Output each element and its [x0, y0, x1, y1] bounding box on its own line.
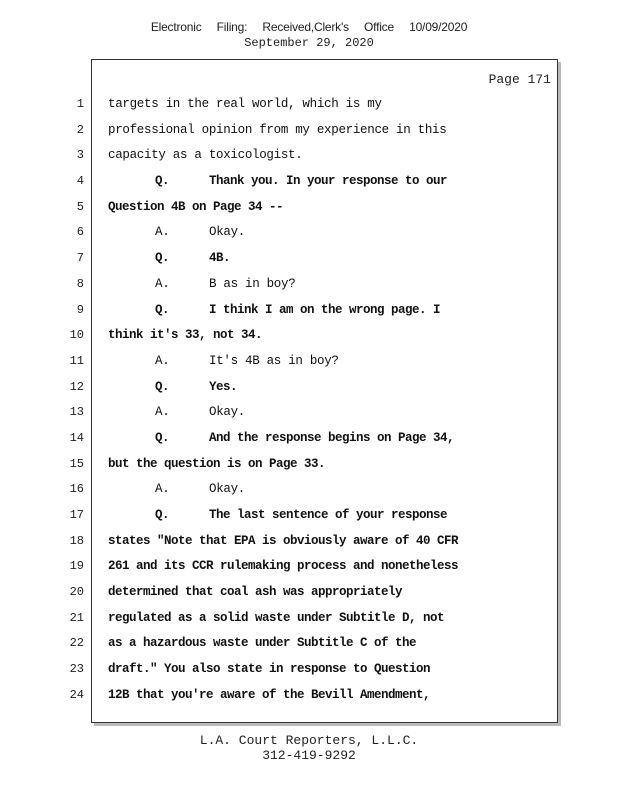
line-number: 12 — [69, 379, 84, 394]
footer-reporter: L.A. Court Reporters, L.L.C. — [199, 733, 419, 748]
line-text: determined that coal ash was appropriately — [108, 585, 403, 600]
line-text: Okay. — [209, 225, 246, 240]
line-text: The last sentence of your response — [209, 508, 448, 522]
transcript-line — [108, 606, 548, 632]
line-text: professional opinion from my experience in this — [108, 122, 447, 137]
speaker-tag: A. — [155, 225, 170, 240]
line-text: And the response begins on Page 34, — [209, 430, 455, 445]
transcript-line — [108, 349, 548, 375]
line-text: draft." You also state in response to Question — [108, 662, 431, 677]
line-number: 20 — [69, 585, 84, 600]
line-number: 17 — [69, 508, 84, 522]
speaker-tag: A. — [155, 353, 170, 368]
speaker-tag: Q. — [155, 174, 170, 189]
line-text: I think I am on the wrong page. I — [209, 302, 441, 317]
speaker-tag: Q. — [155, 302, 170, 317]
line-number: 10 — [69, 328, 84, 343]
transcript-line — [108, 452, 548, 478]
line-number: 13 — [69, 405, 84, 420]
transcript-line — [108, 400, 548, 426]
line-number: 9 — [76, 302, 84, 317]
transcript-line — [108, 92, 548, 118]
transcript-line — [108, 169, 548, 195]
line-number: 14 — [69, 430, 84, 445]
line-number: 24 — [69, 687, 84, 702]
line-number: 22 — [69, 636, 84, 651]
line-number: 7 — [76, 251, 84, 266]
line-number: 23 — [69, 662, 84, 677]
deposition-date: September 29, 2020 — [244, 36, 374, 50]
line-text: as a hazardous waste under Subtitle C of the — [108, 636, 417, 651]
line-text: 261 and its CCR rulemaking process and nonetheless — [108, 559, 459, 574]
line-text: think it's 33, not 34. — [108, 328, 263, 343]
line-number: 1 — [76, 97, 84, 111]
line-text: Question 4B on Page 34 -- — [108, 199, 284, 214]
line-text: B as in boy? — [209, 276, 296, 291]
speaker-tag: A. — [155, 276, 170, 291]
transcript-line — [108, 220, 548, 246]
transcript-body — [108, 92, 548, 709]
filing-stamp-office: Office — [364, 20, 394, 34]
line-text: Thank you. In your response to our — [209, 174, 448, 189]
footer-phone: 312-419-9292 — [262, 748, 356, 763]
line-text: regulated as a solid waste under Subtitle D, not — [108, 610, 445, 625]
line-number: 2 — [76, 122, 84, 137]
line-number-column — [60, 92, 84, 709]
line-number: 19 — [69, 559, 84, 574]
transcript-line — [108, 426, 548, 452]
line-text: but the question is on Page 33. — [108, 456, 326, 471]
filing-stamp-date: 10/09/2020 — [409, 20, 468, 34]
transcript-line — [108, 580, 548, 606]
filing-stamp — [0, 20, 618, 34]
line-number: 18 — [69, 533, 84, 548]
filing-stamp-received: Received,Clerk's — [262, 20, 349, 34]
page-number: Page 171 — [488, 72, 551, 87]
transcript-line — [108, 529, 548, 555]
line-text: Okay. — [209, 482, 246, 497]
line-number: 11 — [69, 353, 84, 368]
transcript-line — [108, 272, 548, 298]
transcript-line — [108, 246, 548, 272]
transcript-line — [108, 118, 548, 144]
line-number: 6 — [76, 225, 84, 240]
transcript-line — [108, 298, 548, 324]
line-number: 15 — [69, 456, 84, 471]
filing-stamp-electronic: Electronic — [150, 20, 202, 34]
line-text: 12B that you're aware of the Bevill Amendment, — [108, 687, 431, 702]
transcript-line — [108, 195, 548, 221]
line-text: It's 4B as in boy? — [209, 353, 339, 368]
speaker-tag: Q. — [155, 251, 170, 266]
transcript-line — [108, 657, 548, 683]
transcript-line — [108, 323, 548, 349]
transcript-line — [108, 503, 548, 529]
line-text: Yes. — [209, 379, 238, 394]
footer — [0, 733, 618, 763]
transcript-line — [108, 477, 548, 503]
transcript-line — [108, 631, 548, 657]
filing-stamp-filing: Filing: — [216, 20, 248, 34]
line-number: 8 — [76, 276, 84, 291]
transcript-line — [108, 375, 548, 401]
line-text: states "Note that EPA is obviously aware of 40 CFR — [108, 533, 459, 548]
line-number: 5 — [76, 199, 84, 214]
speaker-tag: A. — [155, 482, 170, 497]
transcript-line — [108, 683, 548, 709]
line-number: 4 — [76, 174, 84, 189]
transcript-line — [108, 143, 548, 169]
line-number: 21 — [69, 610, 84, 625]
line-number: 16 — [69, 482, 84, 497]
line-text: capacity as a toxicologist. — [108, 148, 303, 163]
line-text: 4B. — [209, 251, 231, 266]
speaker-tag: Q. — [155, 379, 170, 394]
line-text: Okay. — [209, 405, 246, 420]
line-number: 3 — [76, 148, 84, 163]
speaker-tag: Q. — [155, 508, 170, 522]
speaker-tag: Q. — [155, 430, 170, 445]
speaker-tag: A. — [155, 405, 170, 420]
transcript-line — [108, 554, 548, 580]
line-text: targets in the real world, which is my — [108, 97, 382, 111]
